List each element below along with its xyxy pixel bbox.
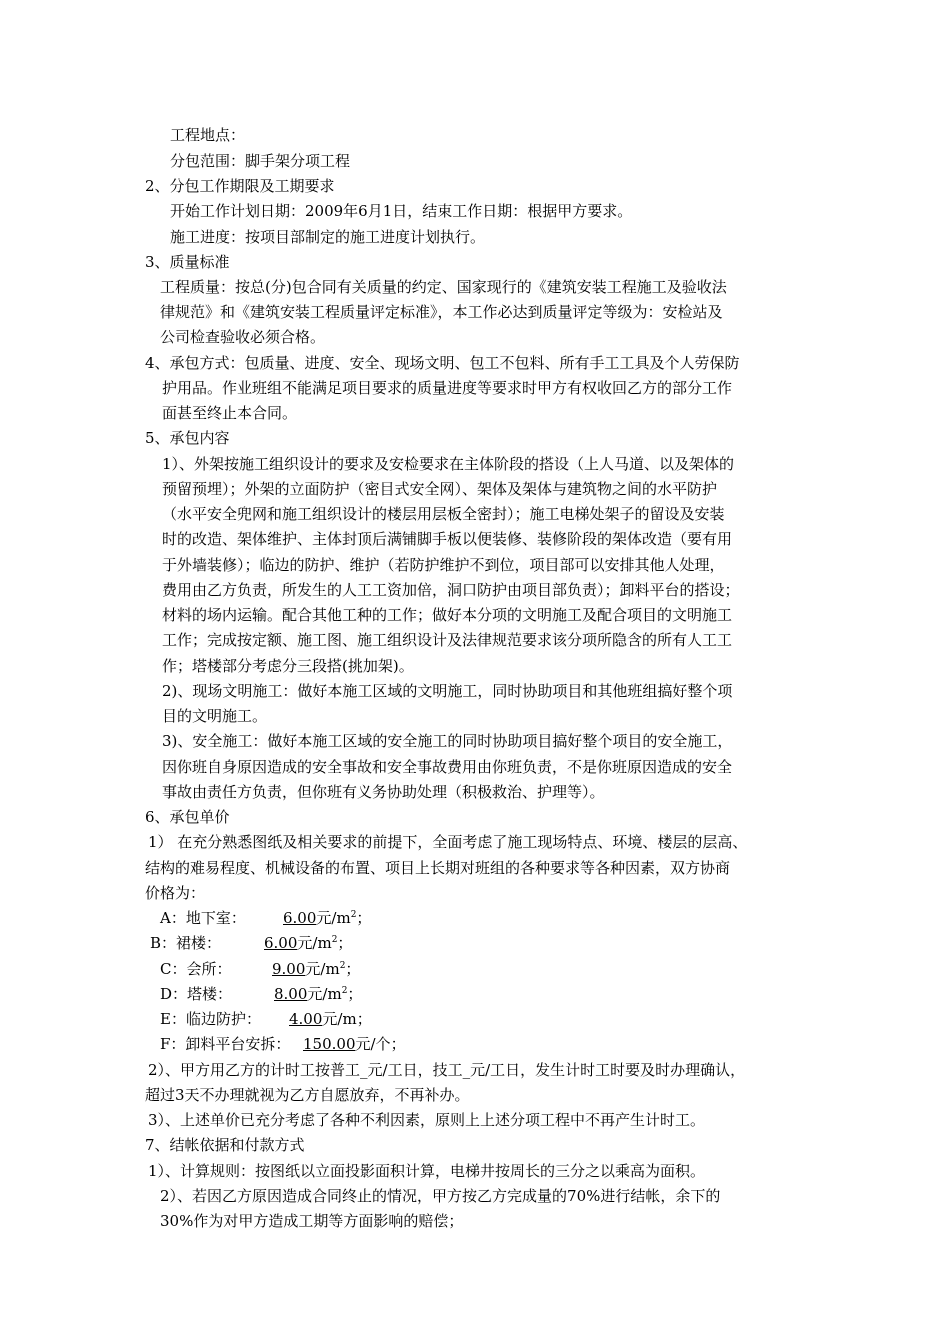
text-line: 材料的场内运输。配合其他工种的工作；做好本分项的文明施工及配合项目的文明施工 bbox=[162, 606, 733, 624]
text-line: 价格为： bbox=[145, 884, 206, 902]
price-label: C：会所： bbox=[160, 960, 232, 978]
text-line: 6、承包单价 bbox=[145, 808, 230, 826]
text-line: 4、承包方式：包质量、进度、安全、现场文明、包工不包料、所有手工工具及个人劳保防 bbox=[145, 354, 740, 372]
price-value: 8.00 bbox=[274, 985, 308, 1003]
text-line: 2）、若因乙方原因造成合同终止的情况，甲方按乙方完成量的70%进行结帐，余下的 bbox=[160, 1187, 721, 1205]
price-value: 6.00 bbox=[283, 909, 317, 927]
text-line: 7、结帐依据和付款方式 bbox=[145, 1136, 305, 1154]
unit-price-row bbox=[160, 983, 560, 1005]
text-line: 于外墙装修）；临边的防护、维护（若防护维护不到位，项目部可以安排其他人处理， bbox=[162, 556, 725, 574]
text-line: 事故由责任方负责，但你班有义务协助处理（积极救治、护理等）。 bbox=[162, 783, 605, 801]
price-terminator: ； bbox=[345, 960, 361, 978]
text-line: 工作；完成按定额、施工图、施工组织设计及法律规范要求该分项所隐含的所有人工工 bbox=[162, 631, 733, 649]
text-line: 律规范》和《建筑安装工程质量评定标准》，本工作必达到质量评定等级为：安检站及 bbox=[160, 303, 723, 321]
text-line: 施工进度：按项目部制定的施工进度计划执行。 bbox=[170, 228, 486, 246]
price-unit: 元/m bbox=[316, 909, 351, 927]
text-line: 5、承包内容 bbox=[145, 429, 230, 447]
text-line: 1）、计算规则：按图纸以立面投影面积计算，电梯井按周长的三分之以乘高为面积。 bbox=[148, 1162, 706, 1180]
text-line: 公司检查验收必须合格。 bbox=[160, 328, 326, 346]
unit-exponent: 2 bbox=[331, 935, 338, 945]
price-label: E：临边防护： bbox=[160, 1010, 261, 1028]
unit-exponent: 2 bbox=[350, 910, 357, 920]
price-label: F：卸料平台安拆： bbox=[160, 1035, 291, 1053]
price-terminator: ； bbox=[356, 909, 372, 927]
unit-exponent: 2 bbox=[339, 961, 346, 971]
price-label: B：裙楼： bbox=[150, 934, 222, 952]
price-terminator: ； bbox=[347, 985, 363, 1003]
price-value: 9.00 bbox=[272, 960, 306, 978]
price-label: A：地下室： bbox=[160, 909, 246, 927]
price-terminator: ； bbox=[356, 1010, 372, 1028]
price-value: 6.00 bbox=[264, 934, 298, 952]
text-line: 1）、外架按施工组织设计的要求及安检要求在主体阶段的搭设（上人马道、以及架体的 bbox=[162, 455, 735, 473]
unit-price-row bbox=[160, 1033, 560, 1055]
price-value: 4.00 bbox=[289, 1010, 323, 1028]
text-line: 1） 在充分熟悉图纸及相关要求的前提下，全面考虑了施工现场特点、环境、楼层的层高、 bbox=[148, 833, 748, 851]
text-line: 作；塔楼部分考虑分三段搭(挑加架)。 bbox=[162, 657, 414, 675]
text-line: 面甚至终止本合同。 bbox=[162, 404, 298, 422]
unit-price-row bbox=[160, 958, 560, 980]
text-line: 开始工作计划日期：2009年6月1日，结束工作日期：根据甲方要求。 bbox=[170, 202, 633, 220]
text-line: 目的文明施工。 bbox=[162, 707, 268, 725]
unit-price-row bbox=[160, 1008, 560, 1030]
price-terminator: ； bbox=[390, 1035, 406, 1053]
text-line: （水平安全兜网和施工组织设计的楼层用层板全密封）；施工电梯处架子的留设及安装 bbox=[162, 505, 725, 523]
text-line: 3）、上述单价已充分考虑了各种不利因素，原则上上述分项工程中不再产生计时工。 bbox=[148, 1111, 706, 1129]
text-line: 2）、甲方用乙方的计时工按普工_元/工日，技工_元/工日，发生计时工时要及时办理确认， bbox=[148, 1061, 746, 1079]
text-line: 护用品。作业班组不能满足项目要求的质量进度等要求时甲方有权收回乙方的部分工作 bbox=[162, 379, 733, 397]
text-line: 结构的难易程度、机械设备的布置、项目上长期对班组的各种要求等各种因素，双方协商 bbox=[145, 859, 731, 877]
price-terminator: ； bbox=[337, 934, 353, 952]
text-line: 因你班自身原因造成的安全事故和安全事故费用由你班负责，不是你班原因造成的安全 bbox=[162, 758, 733, 776]
price-unit: 元/m bbox=[307, 985, 342, 1003]
price-unit: 元/m bbox=[322, 1010, 357, 1028]
unit-exponent: 2 bbox=[341, 986, 348, 996]
unit-price-row bbox=[150, 932, 550, 954]
text-line: 3、质量标准 bbox=[145, 253, 230, 271]
text-line: 时的改造、架体维护、主体封顶后满铺脚手板以便装修、装修阶段的架体改造（要有用 bbox=[162, 530, 733, 548]
text-line: 费用由乙方负责，所发生的人工工资加倍，洞口防护由项目部负责）；卸料平台的搭设； bbox=[162, 581, 740, 599]
price-value: 150.00 bbox=[303, 1035, 356, 1053]
price-unit: 元/m bbox=[305, 960, 340, 978]
unit-price-row bbox=[160, 907, 560, 929]
price-unit: 元/m bbox=[297, 934, 332, 952]
text-line: 2)、现场文明施工：做好本施工区域的文明施工，同时协助项目和其他班组搞好整个项 bbox=[162, 682, 733, 700]
text-line: 2、分包工作期限及工期要求 bbox=[145, 177, 335, 195]
text-line: 分包范围：脚手架分项工程 bbox=[170, 152, 351, 170]
price-label: D：塔楼： bbox=[160, 985, 233, 1003]
text-line: 30%作为对甲方造成工期等方面影响的赔偿； bbox=[160, 1212, 464, 1230]
text-line: 工程地点： bbox=[170, 126, 246, 144]
text-line: 工程质量：按总(分)包合同有关质量的约定、国家现行的《建筑安装工程施工及验收法 bbox=[160, 278, 727, 296]
price-unit: 元/个 bbox=[355, 1035, 391, 1053]
text-line: 预留预埋）；外架的立面防护（密目式安全网）、架体及架体与建筑物之间的水平防护 bbox=[162, 480, 718, 498]
text-line: 3)、安全施工：做好本施工区域的安全施工的同时协助项目搞好整个项目的安全施工， bbox=[162, 732, 733, 750]
text-line: 超过3天不办理就视为乙方自愿放弃，不再补办。 bbox=[145, 1086, 470, 1104]
